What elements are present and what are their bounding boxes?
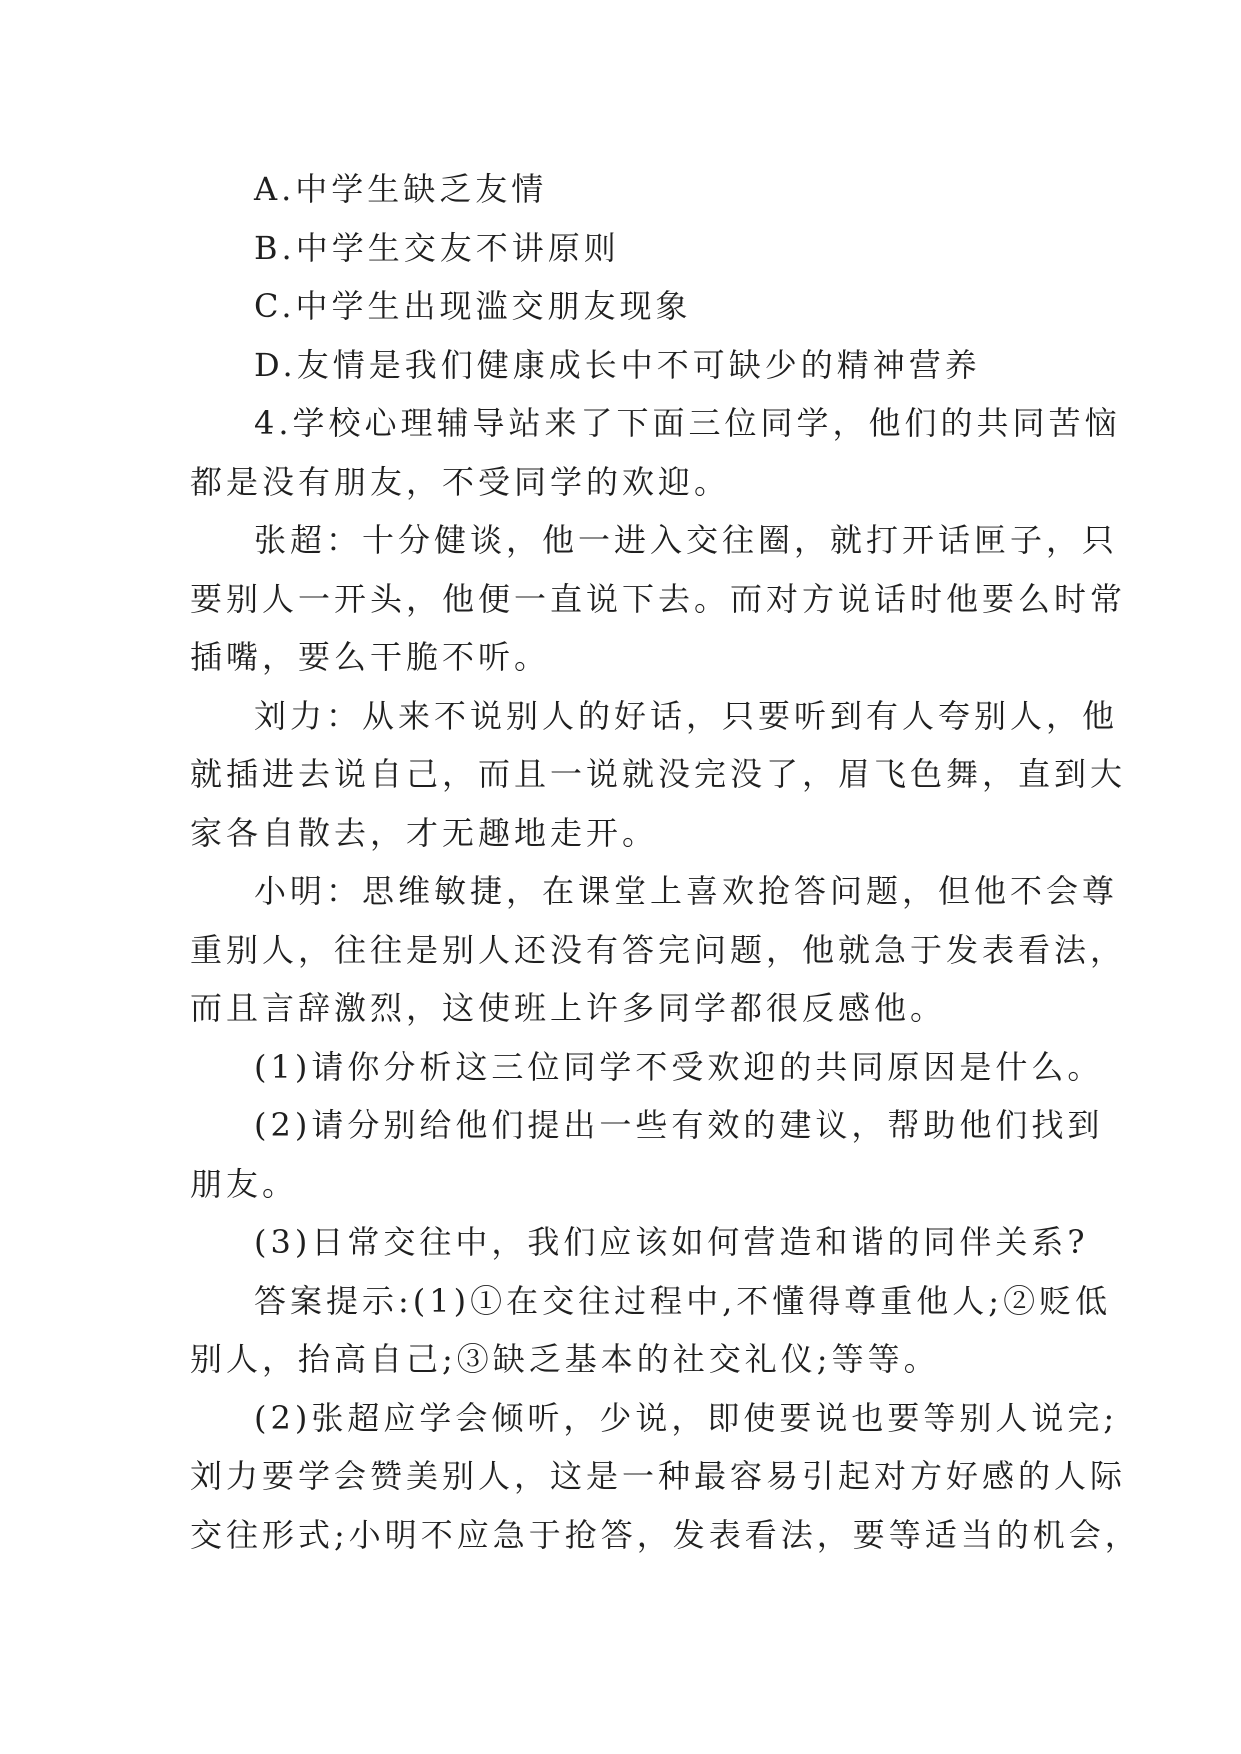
option-b: B.中学生交友不讲原则 (254, 228, 620, 267)
zhangchao-paragraph-line: 要别人一开头，他便一直说下去。而对方说话时他要么时常 (190, 579, 1127, 618)
liuli-paragraph-line: 家各自散去，才无趣地走开。 (190, 813, 659, 852)
option-c: C.中学生出现滥交朋友现象 (254, 287, 692, 325)
sub-question-2-line: 朋友。 (190, 1164, 299, 1203)
answer-2-line: 刘力要学会赞美别人，这是一种最容易引起对方好感的人际 (190, 1457, 1127, 1495)
sub-question-3: (3)日常交往中，我们应该如何营造和谐的同伴关系? (254, 1223, 1089, 1261)
liuli-paragraph-line: 刘力：从来不说别人的好话，只要听到有人夸别人，他 (254, 696, 1119, 735)
option-d: D.友情是我们健康成长中不可缺少的精神营养 (254, 345, 981, 384)
xiaoming-paragraph-line: 小明：思维敏捷，在课堂上喜欢抢答问题，但他不会尊 (254, 872, 1119, 910)
xiaoming-paragraph-line: 而且言辞激烈，这使班上许多同学都很反感他。 (190, 989, 947, 1027)
answer-2-line: (2)张超应学会倾听，少说，即使要说也要等别人说完; (254, 1398, 1119, 1437)
sub-question-1: (1)请你分析这三位同学不受欢迎的共同原因是什么。 (254, 1047, 1104, 1086)
liuli-paragraph-line: 就插进去说自己，而且一说就没完没了，眉飞色舞，直到大 (190, 755, 1127, 793)
sub-question-2-line: (2)请分别给他们提出一些有效的建议，帮助他们找到 (254, 1106, 1104, 1144)
document-body (190, 160, 1141, 1564)
zhangchao-paragraph-line: 插嘴，要么干脆不听。 (190, 638, 551, 676)
answer-2-line: 交往形式;小明不应急于抢答，发表看法，要等适当的机会， (190, 1515, 1141, 1554)
xiaoming-paragraph-line: 重别人，往往是别人还没有答完问题，他就急于发表看法， (190, 930, 1127, 969)
option-a: A.中学生缺乏友情 (254, 170, 548, 208)
question-4-line: 4.学校心理辅导站来了下面三位同学，他们的共同苦恼 (254, 404, 1121, 442)
zhangchao-paragraph-line: 张超：十分健谈，他一进入交往圈，就打开话匣子，只 (254, 521, 1119, 559)
answer-hint-line: 答案提示:(1)①在交往过程中,不懂得尊重他人;②贬低 (254, 1281, 1112, 1320)
answer-hint-line: 别人，抬高自己;③缺乏基本的社交礼仪;等等。 (190, 1340, 940, 1378)
question-4-line: 都是没有朋友，不受同学的欢迎。 (190, 462, 731, 501)
